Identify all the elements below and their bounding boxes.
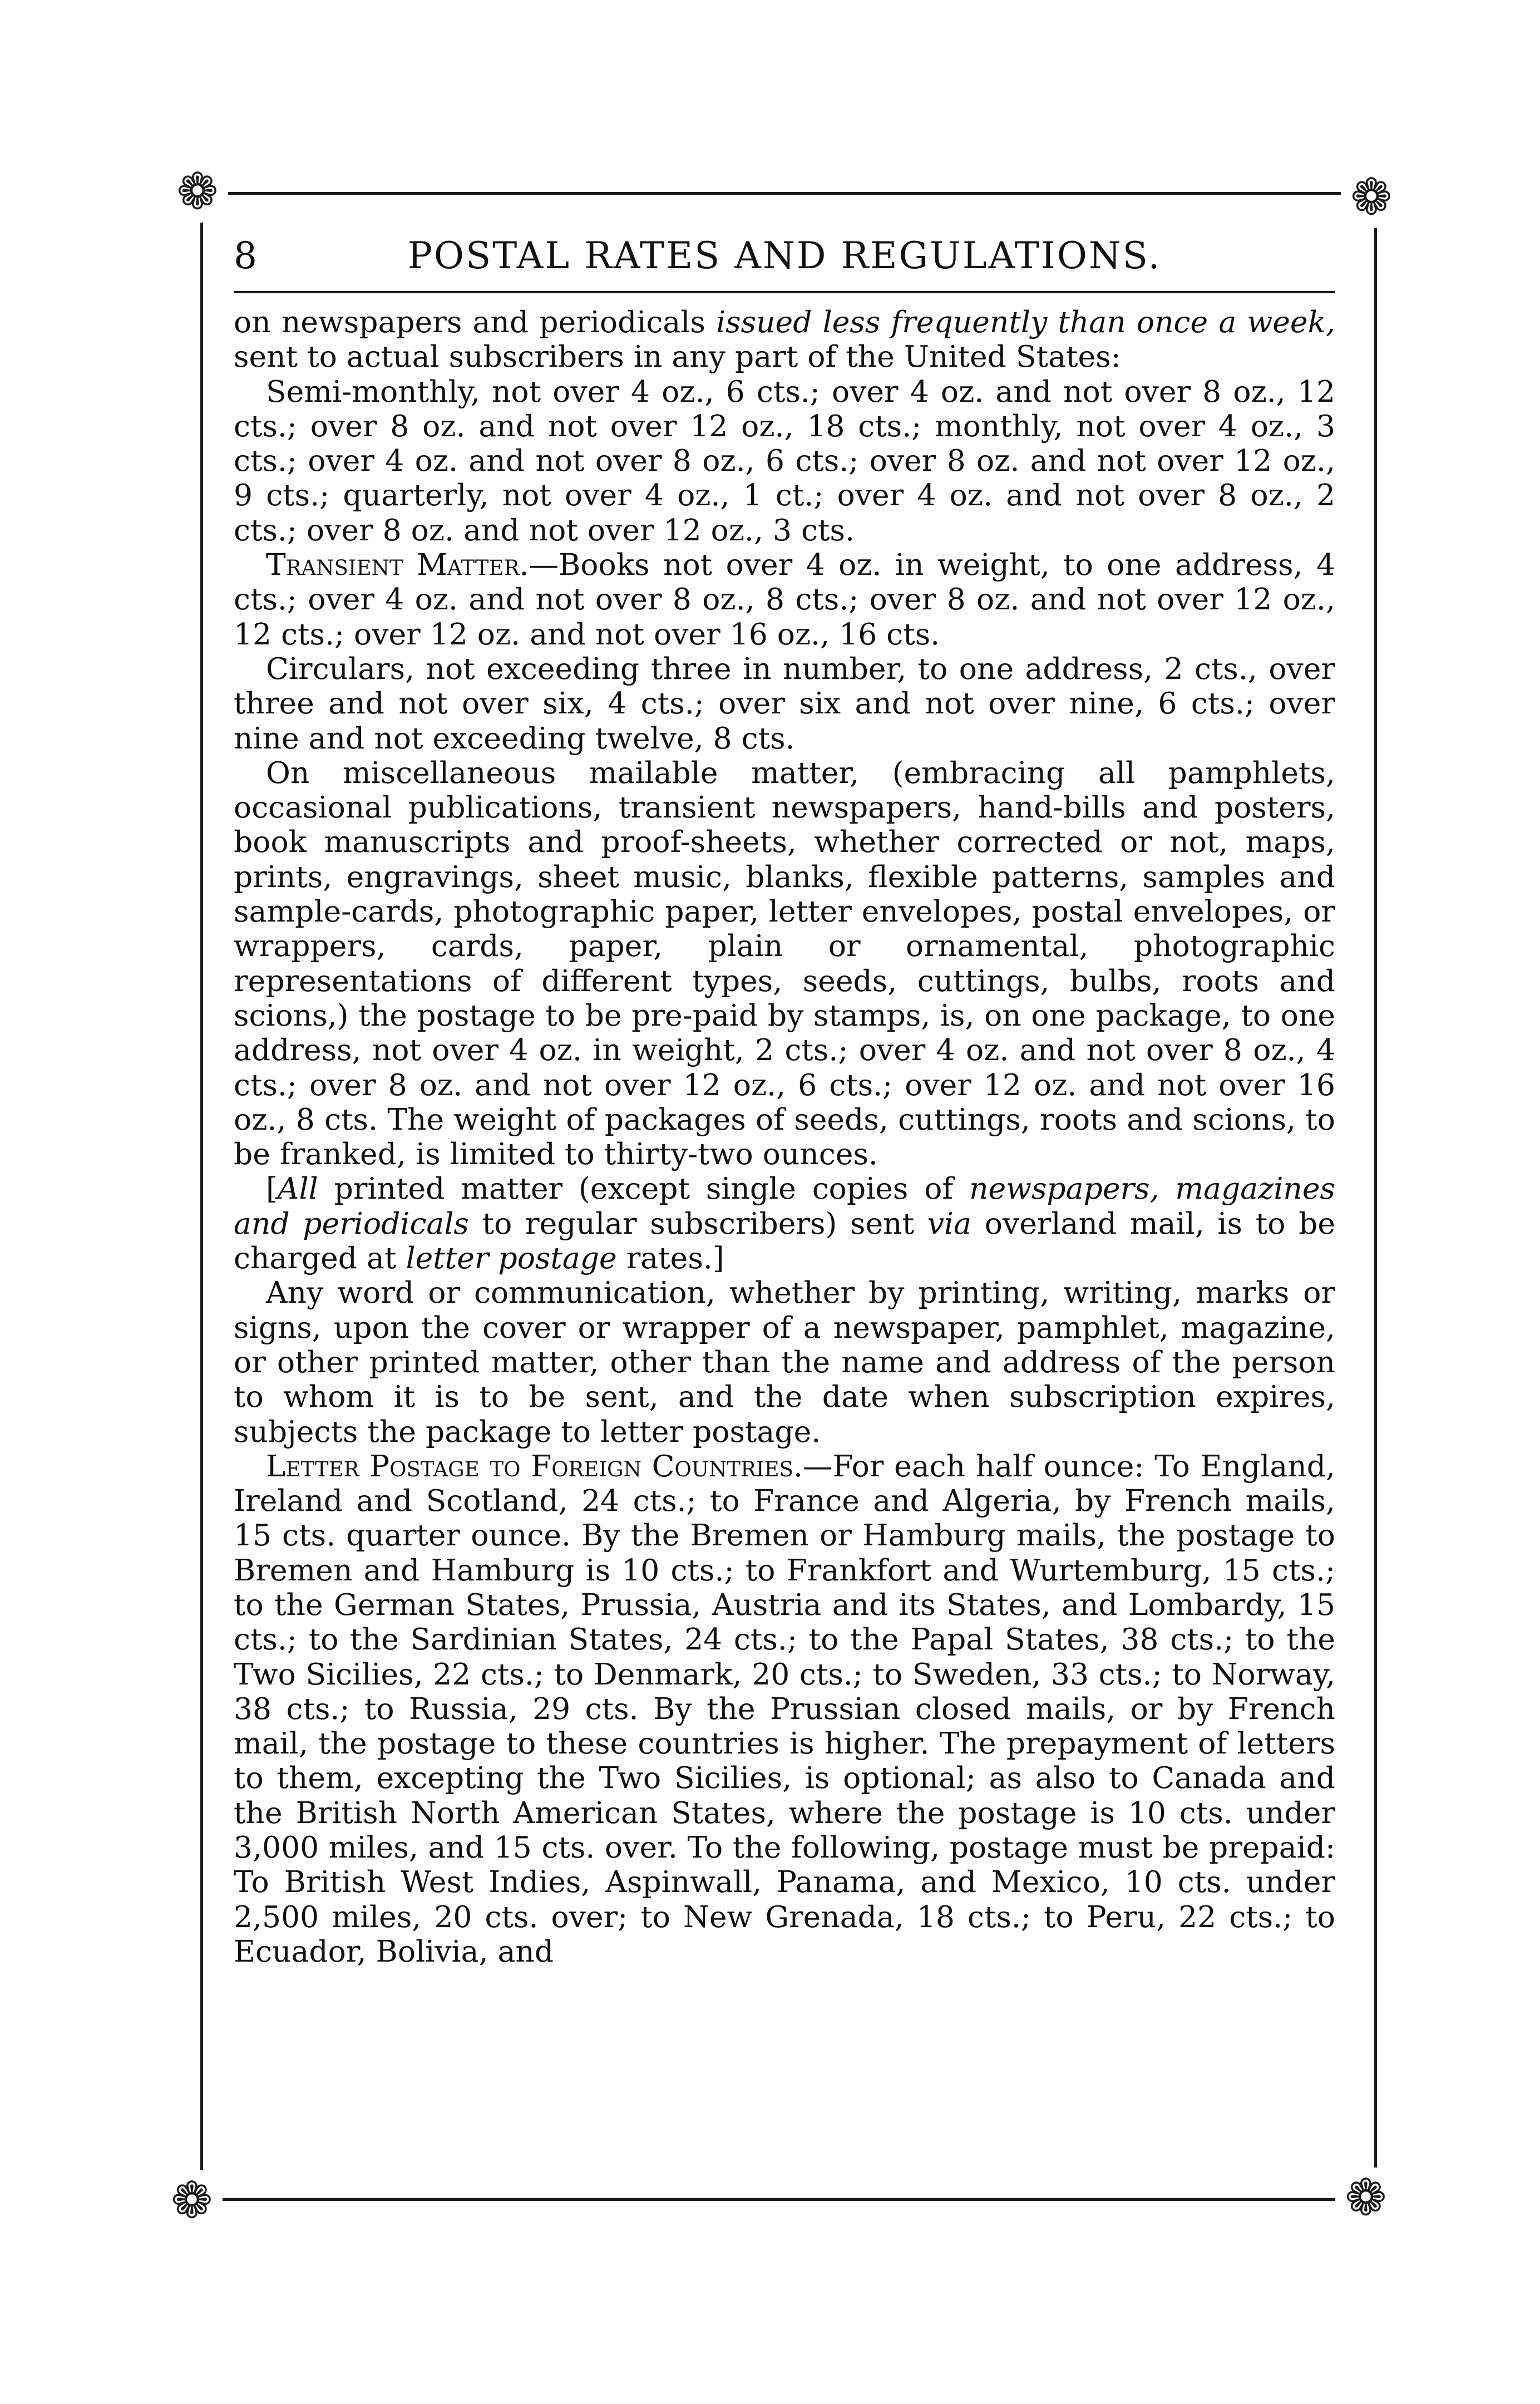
page-body <box>234 305 1335 2186</box>
paragraph-semi-monthly-rates <box>234 375 1335 548</box>
section-heading: Letter Postage to Foreign Countries. <box>266 1448 803 1484</box>
italic-phrase: issued less frequently than once a week, <box>716 304 1335 339</box>
italic-phrase: letter postage <box>406 1240 617 1276</box>
page-number: 8 <box>234 234 257 277</box>
paragraph-text: —Books not over 4 oz. in weight, to one address, 4 cts.; over 4 oz. and not over 8 oz., 8 cts.; over 8 oz. and not over 12 oz., 12 cts.; over 12 oz. and not over 16 oz., 16 cts. <box>234 547 1335 652</box>
paragraph-text: to regular subscribers) sent <box>468 1205 927 1241</box>
frame-top-border <box>189 192 1369 195</box>
section-heading: Transient Matter. <box>266 547 529 583</box>
fleuron-ornament-icon: ❁ <box>167 161 228 223</box>
fleuron-ornament-icon: ❁ <box>161 2170 223 2231</box>
paragraph-text: overland mail, is to be charged at <box>234 1205 1336 1276</box>
paragraph-miscellaneous-matter <box>234 756 1335 1172</box>
page-header <box>234 225 1335 287</box>
paragraph-overland-mail-note <box>234 1171 1335 1275</box>
fleuron-ornament-icon: ❁ <box>1341 167 1402 228</box>
italic-phrase: newspapers, magazines and periodicals <box>234 1171 1335 1241</box>
paragraph-text: rates.] <box>616 1240 724 1276</box>
frame-left-border <box>200 192 203 2201</box>
paragraph-text: sent to actual subscribers in any part of the United States: <box>234 339 1121 375</box>
paragraph-text: Circulars, not exceeding three in number, to one address, 2 cts., over three and not over six, 4 cts.; over six and not over nine, 6 cts.; over nine and not exceeding twelve, 8 cts. <box>234 651 1335 756</box>
paragraph-text: On miscellaneous mailable matter, (embracing all pamphlets, occasional publications, transient newspapers, hand-bills and posters, book manuscripts and proof-sheets, whether corrected or not, maps, prints, engravings, sheet music, blanks, flexible patterns, samples and sample-cards, photographic paper, letter envelopes, postal envelopes, or wrappers, cards, paper, plain or ornamental, photographic representations of different types, seeds, cuttings, bulbs, roots and scions,) the postage to be pre-paid by stamps, is, on one package, to one address, not over 4 oz. in weight, 2 cts.; over 4 oz. and not over 8 oz., 4 cts.; over 8 oz. and not over 12 oz., 6 cts.; over 12 oz. and not over 16 oz., 8 cts. The weight of packages of seeds, cuttings, roots and scions, to be franked, is limited to thirty-two ounces. <box>234 755 1335 1172</box>
paragraph-text: —For each half ounce: To England, Ireland and Scotland, 24 cts.; to France and Algeria, by French mails, 15 cts. quarter ounce. By the Bremen or Hamburg mails, the postage to Bremen and Hamburg is 10 cts.; to Frankfort and Wurtemburg, 15 cts.; to the German States, Prussia, Austria and its States, and Lombardy, 15 cts.; to the Sardinian States, 24 cts.; to the Papal States, 38 cts.; to the Two Sicilies, 22 cts.; to Denmark, 20 cts.; to Sweden, 33 cts.; to Norway, 38 cts.; to Russia, 29 cts. By the Prussian closed mails, or by French mail, the postage to these countries is higher. The prepayment of letters to them, excepting the Two Sicilies, is optional; as also to Canada and the British North American States, where the postage is 10 cts. under 3,000 miles, and 15 cts. over. To the following, postage must be prepaid: To British West Indies, Aspinwall, Panama, and Mexico, 10 cts. under 2,500 miles, 20 cts. over; to New Grenada, 18 cts.; to Peru, 22 cts.; to Ecuador, Bolivia, and <box>234 1448 1335 1969</box>
paragraph-circulars <box>234 652 1335 756</box>
paragraph-cover-writing-rule <box>234 1275 1335 1449</box>
running-title: POSTAL RATES AND REGULATIONS. <box>407 234 1162 277</box>
frame-right-border <box>1374 192 1377 2201</box>
paragraph-foreign-letter-postage <box>234 1449 1335 1969</box>
paragraph-newspaper-continuation <box>234 305 1335 375</box>
frame-bottom-border <box>189 2198 1369 2201</box>
fleuron-ornament-icon: ❁ <box>1335 2167 1396 2229</box>
header-rule <box>234 291 1335 293</box>
paragraph-text: Semi-monthly, not over 4 oz., 6 cts.; over 4 oz. and not over 8 oz., 12 cts.; over 8 oz. and not over 12 oz., 18 cts.; monthly, not over 4 oz., 3 cts.; over 4 oz. and not over 8 oz., 6 cts.; over 8 oz. and not over 12 oz., 9 cts.; quarterly, not over 4 oz., 1 ct.; over 4 oz. and not over 8 oz., 2 cts.; over 8 oz. and not over 12 oz., 3 cts. <box>234 373 1335 548</box>
italic-word: All <box>277 1171 318 1206</box>
paragraph-text: on newspapers and periodicals <box>234 304 717 339</box>
paragraph-text: [ <box>266 1171 278 1206</box>
paragraph-transient-matter <box>234 548 1335 652</box>
paragraph-text: Any word or communication, whether by printing, writing, marks or signs, upon the cover or wrapper of a newspaper, pamphlet, magazine, or other printed matter, other than the name and address of the person to whom it is to be sent, and the date when subscription expires, subjects the package to letter postage. <box>234 1275 1335 1449</box>
paragraph-text: printed matter (except single copies of <box>318 1171 970 1206</box>
italic-word: via <box>927 1205 972 1241</box>
